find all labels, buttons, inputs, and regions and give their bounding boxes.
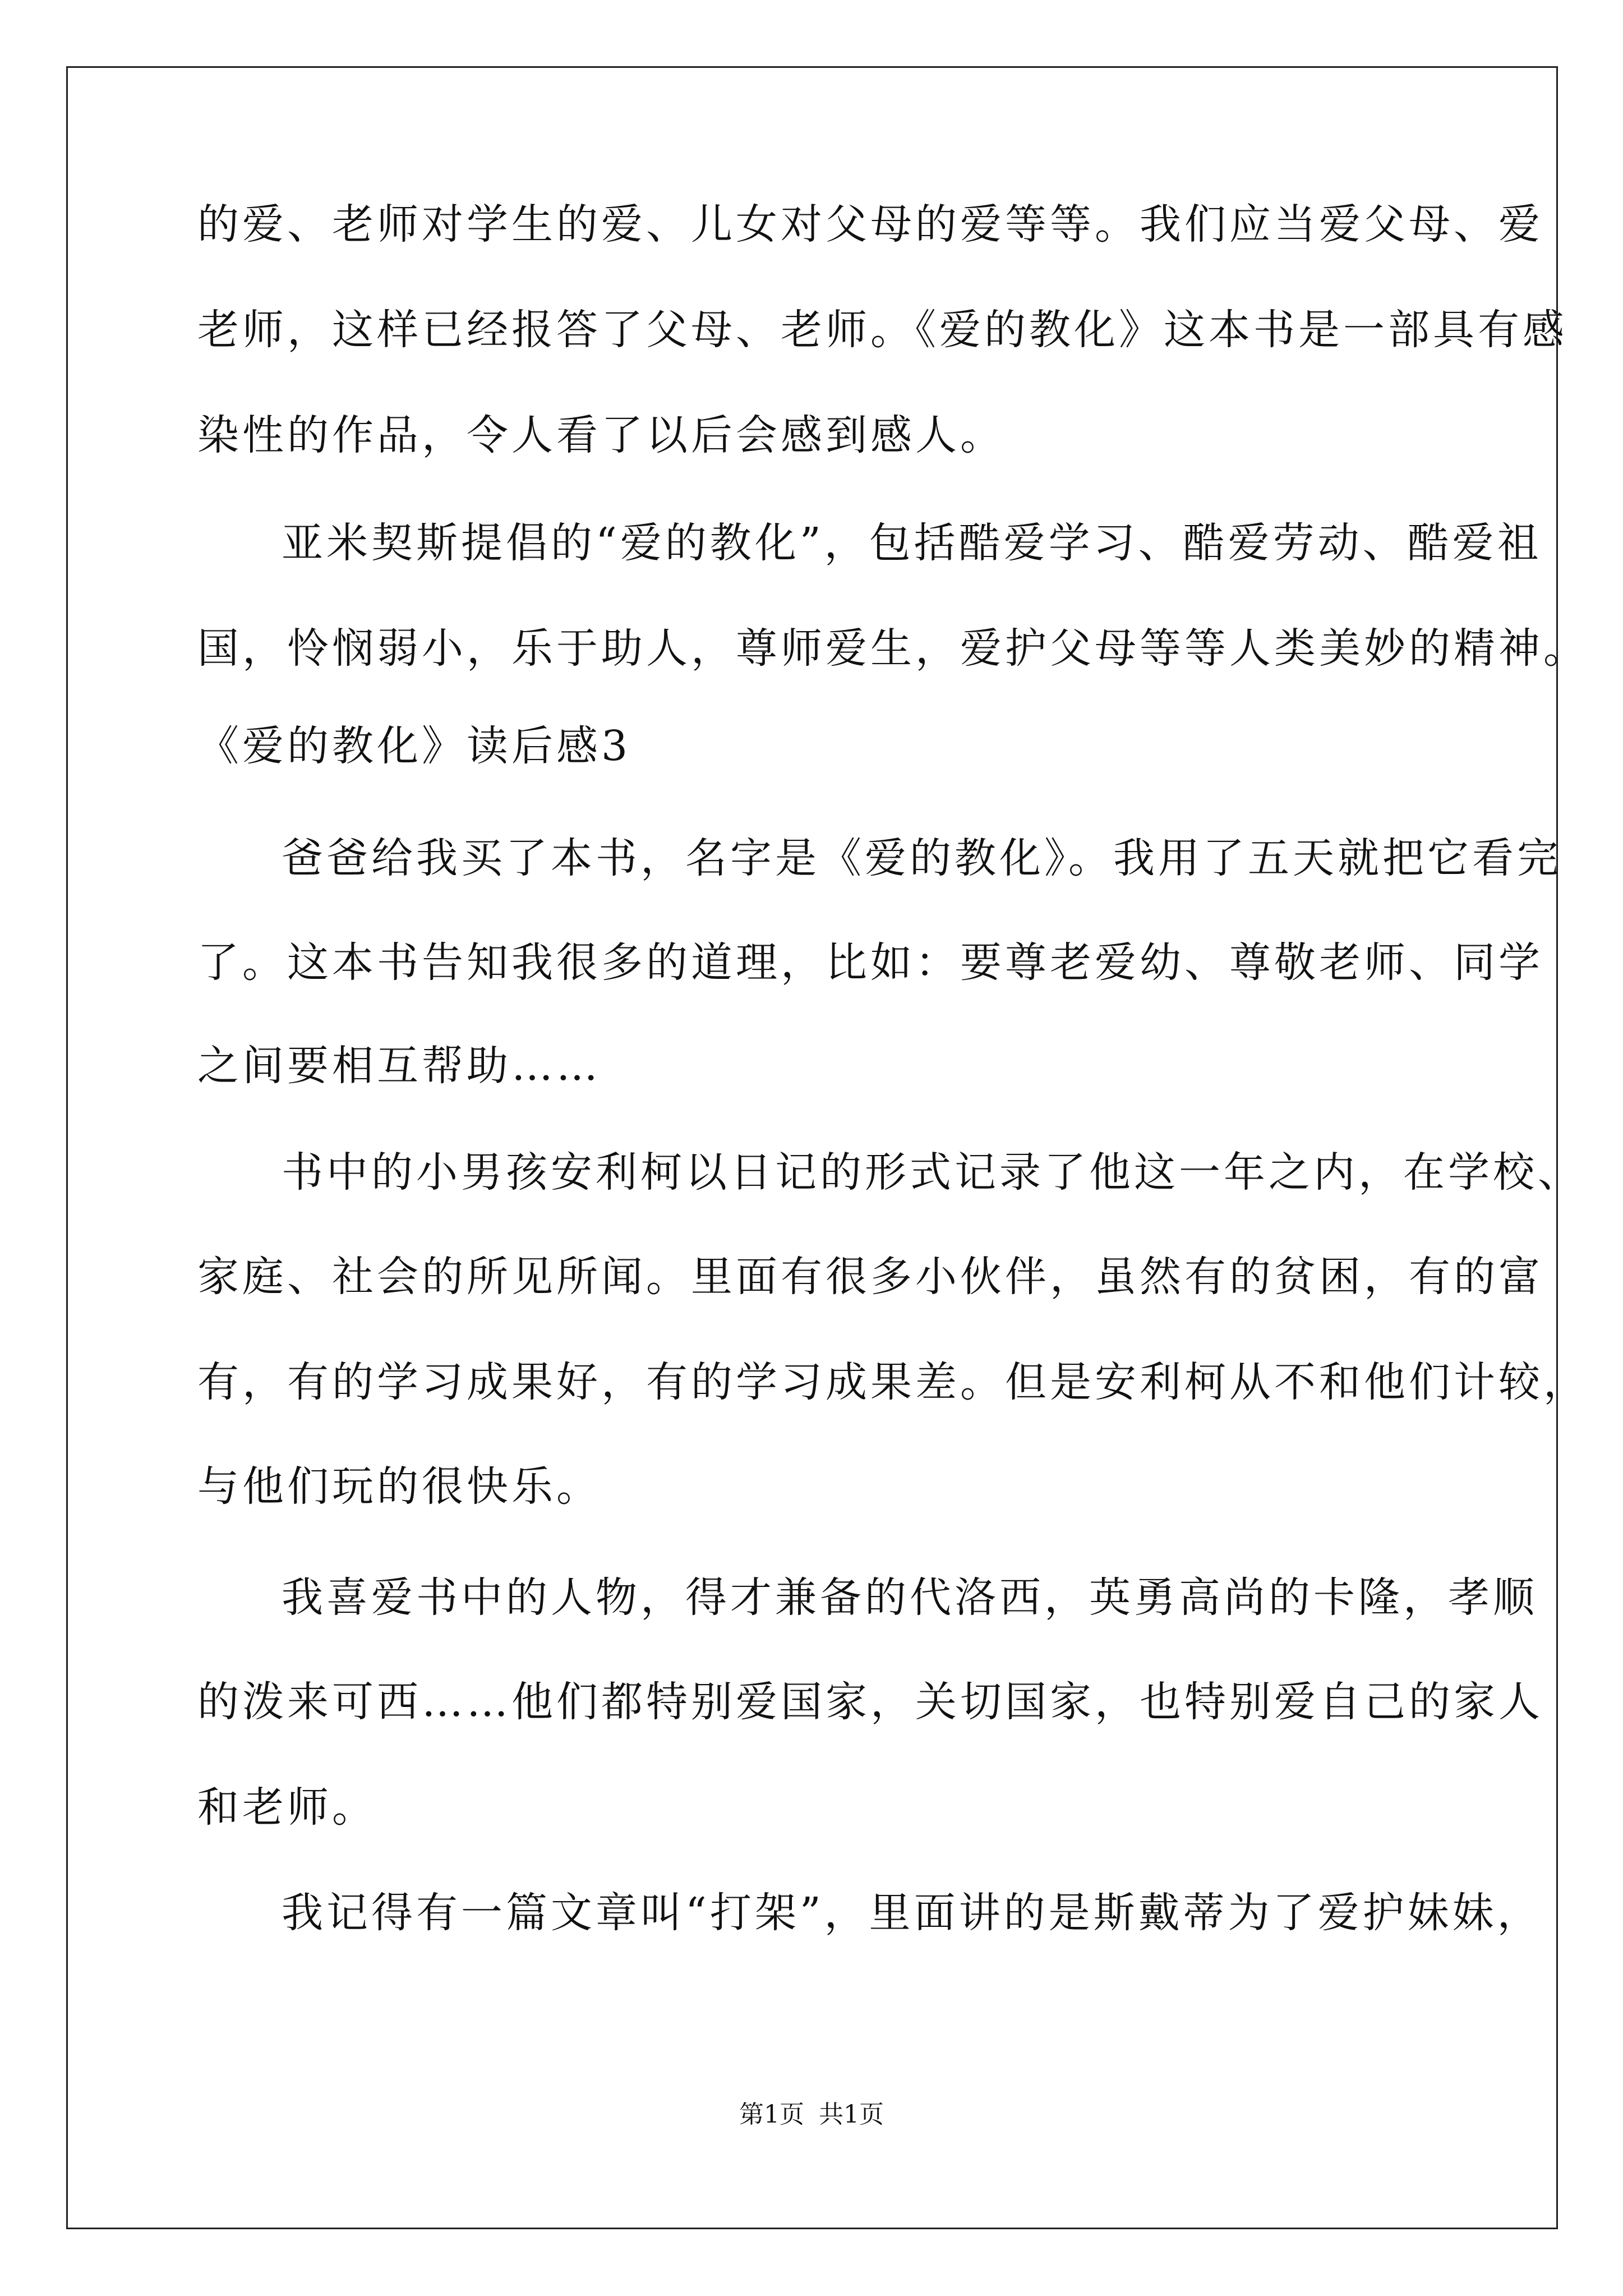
section-heading: 《爱的教化》读后感3	[197, 722, 631, 770]
text-line: 家庭、社会的所见所闻。里面有很多小伙伴，虽然有的贫困，有的富	[197, 1253, 1543, 1301]
page-number: 第1页	[739, 2100, 804, 2129]
text-line: 国，怜悯弱小，乐于助人，尊师爱生，爱护父母等等人类美妙的精神。	[197, 624, 1588, 673]
page-footer	[0, 2098, 1623, 2132]
text-line: 有，有的学习成果好，有的学习成果差。但是安利柯从不和他们计较，	[197, 1358, 1588, 1406]
text-line: 与他们玩的很快乐。	[197, 1462, 601, 1511]
paragraph-start: 书中的小男孩安利柯以日记的形式记录了他这一年之内，在学校、	[282, 1148, 1583, 1197]
paragraph-start: 我记得有一篇文章叫“打架”，里面讲的是斯戴蒂为了爱护妹妹，	[282, 1889, 1542, 1937]
paragraph-start: 爸爸给我买了本书，名字是《爱的教化》。我用了五天就把它看完	[282, 834, 1562, 882]
text-line: 了。这本书告知我很多的道理，比如：要尊老爱幼、尊敬老师、同学	[197, 938, 1543, 987]
paragraph-start: 亚米契斯提倡的“爱的教化”，包括酷爱学习、酷爱劳动、酷爱祖	[282, 519, 1542, 567]
text-line: 染性的作品，令人看了以后会感到感人。	[197, 411, 1005, 459]
text-line: 之间要相互帮助……	[197, 1042, 601, 1090]
text-line: 的爱、老师对学生的爱、儿女对父母的爱等等。我们应当爱父母、爱	[197, 200, 1543, 249]
text-line: 和老师。	[197, 1783, 377, 1832]
paragraph-start: 我喜爱书中的人物，得才兼备的代洛西，英勇高尚的卡隆，孝顺	[282, 1573, 1538, 1622]
text-line: 老师，这样已经报答了父母、老师。《爱的教化》这本书是一部具有感	[197, 306, 1567, 354]
text-line: 的泼来可西……他们都特别爱国家，关切国家，也特别爱自己的家人	[197, 1678, 1543, 1726]
page-total: 共1页	[819, 2100, 884, 2129]
